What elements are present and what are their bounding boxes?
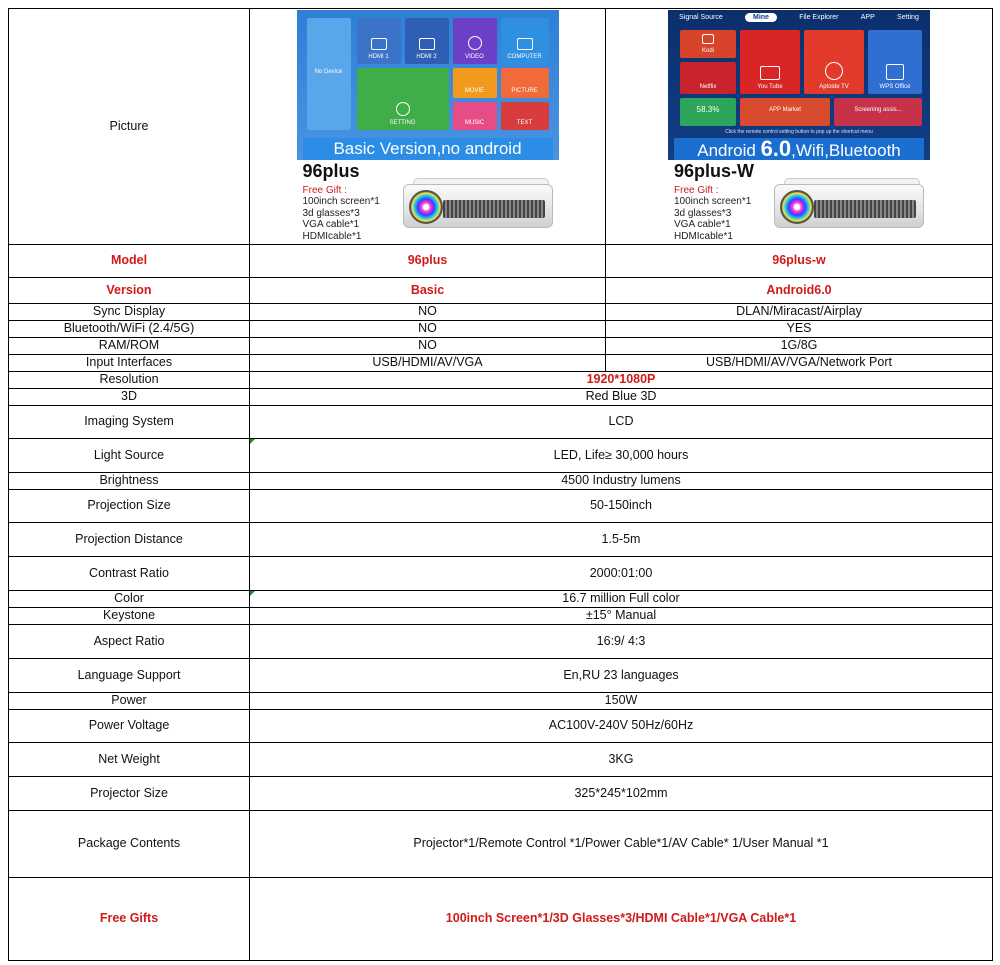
row-label-picture: Picture [9, 9, 250, 245]
spec-row-sync-display [9, 304, 993, 321]
spec-row-aspect-ratio [9, 625, 993, 659]
android-launcher-screen [668, 10, 930, 160]
row-label: Version [9, 278, 250, 304]
value-96plus-w: 96plus-w [606, 245, 993, 278]
spec-row-language-support [9, 659, 993, 693]
spec-row-color [9, 591, 993, 608]
row-label: Projection Size [9, 490, 250, 523]
app-tile-memory: 58.3% [680, 98, 736, 126]
picture-cell-android [606, 9, 993, 245]
row-label: Input Interfaces [9, 355, 250, 372]
menu-tile-hdmi2: HDMI 2 [405, 18, 449, 64]
app-tile-youtube: You Tube [740, 30, 800, 94]
product-image-basic [297, 10, 559, 244]
row-label: Sync Display [9, 304, 250, 321]
spec-row-power [9, 693, 993, 710]
spec-row-ram-rom [9, 338, 993, 355]
spec-value: 4500 Industry lumens [250, 473, 993, 490]
app-tile-kodi: Kodi [680, 30, 736, 58]
value-96plus-w: YES [606, 321, 993, 338]
picture-row [9, 9, 993, 245]
spec-row-light-source [9, 439, 993, 473]
app-tile-screening: Screening assis... [834, 98, 922, 126]
menu-tile-computer: COMPUTER [501, 18, 549, 64]
gear-icon [396, 102, 410, 116]
row-label: Color [9, 591, 250, 608]
spec-value: 1920*1080P [250, 372, 993, 389]
value-96plus: NO [250, 321, 606, 338]
value-96plus: USB/HDMI/AV/VGA [250, 355, 606, 372]
row-label: Model [9, 245, 250, 278]
android-banner: Android 6.0,Wifi,Bluetooth [674, 138, 924, 160]
hdmi-icon [371, 38, 387, 50]
row-label: Power Voltage [9, 710, 250, 743]
spec-row-3d [9, 389, 993, 406]
spec-row-power-voltage [9, 710, 993, 743]
menu-tile-picture: PICTURE [501, 68, 549, 98]
spec-row-projector-size [9, 777, 993, 811]
menu-tile-text: TEXT [501, 102, 549, 130]
value-96plus-w: Android6.0 [606, 278, 993, 304]
basic-version-banner: Basic Version,no android [303, 138, 553, 160]
menu-tile-video: VIDEO [453, 18, 497, 64]
row-label: Language Support [9, 659, 250, 693]
row-label: Imaging System [9, 406, 250, 439]
spec-value: ±15° Manual [250, 608, 993, 625]
menu-tile-hdmi1: HDMI 1 [357, 18, 401, 64]
row-label: Contrast Ratio [9, 557, 250, 591]
spec-value: 16.7 million Full color [250, 591, 993, 608]
spec-value: 50-150inch [250, 490, 993, 523]
spec-value: 1.5-5m [250, 523, 993, 557]
value-96plus-w: 1G/8G [606, 338, 993, 355]
spec-row-projection-distance [9, 523, 993, 557]
menu-tile-no-device: No Device [307, 18, 351, 130]
product-image-android [668, 10, 930, 244]
spec-value: 150W [250, 693, 993, 710]
app-tile-app-market: APP Market [740, 98, 830, 126]
basic-menu-screen [297, 10, 559, 160]
spec-row-imaging-system [9, 406, 993, 439]
row-label: Free Gifts [9, 878, 250, 961]
spec-row-bluetooth-wifi [9, 321, 993, 338]
spec-value: LCD [250, 406, 993, 439]
youtube-play-icon [760, 66, 780, 80]
spec-row-net-weight [9, 743, 993, 777]
spec-value: En,RU 23 languages [250, 659, 993, 693]
value-96plus-w: DLAN/Miracast/Airplay [606, 304, 993, 321]
nav-app: APP [860, 13, 875, 21]
menu-tile-music: MUSIC [453, 102, 497, 130]
app-tile-aptoide: Aptoide TV [804, 30, 864, 94]
row-label: Projection Distance [9, 523, 250, 557]
projector-image [774, 178, 924, 228]
spec-value: AC100V-240V 50Hz/60Hz [250, 710, 993, 743]
row-label: Power [9, 693, 250, 710]
image-gift-list: Free Gift : 100inch screen*1 3d glasses*3 VGA cable*1 HDMIcable*1 [674, 184, 752, 242]
spec-row-brightness [9, 473, 993, 490]
image-gift-list: Free Gift : 100inch screen*1 3d glasses*3 VGA cable*1 HDMIcable*1 [302, 184, 380, 242]
row-label: Aspect Ratio [9, 625, 250, 659]
spec-value: LED, Life≥ 30,000 hours [250, 439, 993, 473]
spec-row-free-gifts [9, 878, 993, 961]
value-96plus: NO [250, 338, 606, 355]
value-96plus: 96plus [250, 245, 606, 278]
value-96plus: NO [250, 304, 606, 321]
row-label: Resolution [9, 372, 250, 389]
lens-icon [780, 190, 814, 224]
app-tile-wps: WPS Office [868, 30, 922, 94]
spec-value: Red Blue 3D [250, 389, 993, 406]
launcher-hint-text: Click the remote control setting button to pop up the shortcut menu [725, 129, 873, 135]
hdmi-icon [419, 38, 435, 50]
row-label: Light Source [9, 439, 250, 473]
row-label: Package Contents [9, 811, 250, 878]
spec-comparison-table [8, 8, 993, 961]
word-icon [886, 64, 904, 80]
row-label: Bluetooth/WiFi (2.4/5G) [9, 321, 250, 338]
spec-value: 3KG [250, 743, 993, 777]
aptoide-icon [825, 62, 843, 80]
spec-value: Projector*1/Remote Control *1/Power Cable*1/AV Cable* 1/User Manual *1 [250, 811, 993, 878]
nav-signal-source: Signal Source [679, 13, 723, 21]
app-tile-netflix: Netflix [680, 62, 736, 94]
menu-tile-setting: SETTING [357, 68, 449, 130]
launcher-nav-bar [668, 10, 930, 26]
vga-icon [517, 38, 533, 50]
spec-row-contrast-ratio [9, 557, 993, 591]
value-96plus: Basic [250, 278, 606, 304]
spec-row-resolution [9, 372, 993, 389]
picture-cell-basic [250, 9, 606, 245]
row-label: Brightness [9, 473, 250, 490]
row-label: Keystone [9, 608, 250, 625]
nav-file-explorer: File Explorer [799, 13, 839, 21]
image-model-name: 96plus-W [674, 160, 755, 181]
spec-row-input-interfaces [9, 355, 993, 372]
kodi-icon [702, 34, 714, 44]
video-icon [468, 36, 482, 50]
value-96plus-w: USB/HDMI/AV/VGA/Network Port [606, 355, 993, 372]
nav-setting: Setting [897, 13, 919, 21]
spec-row-package-contents [9, 811, 993, 878]
row-label: 3D [9, 389, 250, 406]
projector-image [403, 178, 553, 228]
menu-tile-movie: MOVIE [453, 68, 497, 98]
lens-icon [409, 190, 443, 224]
spec-row-keystone [9, 608, 993, 625]
nav-mine: Mine [745, 13, 777, 23]
image-model-name: 96plus [302, 160, 360, 181]
spec-value: 100inch Screen*1/3D Glasses*3/HDMI Cable*1/VGA Cable*1 [250, 878, 993, 961]
spec-value: 16:9/ 4:3 [250, 625, 993, 659]
spec-row-projection-size [9, 490, 993, 523]
spec-value: 2000:01:00 [250, 557, 993, 591]
row-label: RAM/ROM [9, 338, 250, 355]
spec-value: 325*245*102mm [250, 777, 993, 811]
spec-row-model [9, 245, 993, 278]
spec-row-version [9, 278, 993, 304]
row-label: Projector Size [9, 777, 250, 811]
row-label: Net Weight [9, 743, 250, 777]
